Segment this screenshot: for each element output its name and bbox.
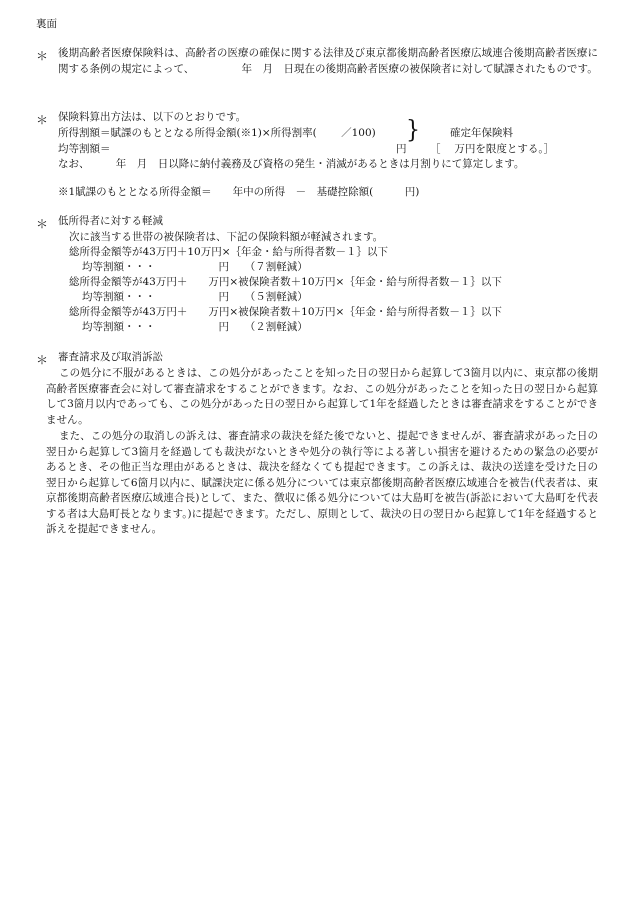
appeal-title: 審査請求及び取消訴訟 bbox=[58, 351, 163, 363]
per-capita-formula: 均等割額＝ bbox=[58, 143, 111, 155]
page-header: 裏面 bbox=[36, 18, 57, 30]
reduction-title: 低所得者に対する軽減 bbox=[58, 215, 163, 227]
yen-unit: 円 bbox=[396, 143, 407, 155]
reduction-amount-70: 均等割額・・・ 円 （７割軽減） bbox=[82, 261, 308, 273]
income-definition-note: ※1賦課のもととなる所得金額＝ 年中の所得 － 基礎控除額( 円) bbox=[58, 186, 420, 198]
annual-premium-label: 確定年保険料 bbox=[450, 127, 513, 139]
reduction-amount-20: 均等割額・・・ 円 （２割軽減） bbox=[82, 321, 308, 333]
reduction-intro: 次に該当する世帯の被保険者は、下記の保険料額が軽減されます。 bbox=[69, 231, 384, 243]
limit-note: ［ 万円を限度とする。］ bbox=[430, 143, 555, 155]
bullet-star: ＊ bbox=[36, 353, 49, 367]
calculation-title: 保険料算出方法は、以下のとおりです。 bbox=[58, 111, 247, 123]
reduction-amount-50: 均等割額・・・ 円 （５割軽減） bbox=[82, 291, 308, 303]
proration-note: なお、 年 月 日以降に納付義務及び資格の発生・消滅があるときは月割りにて算定します。 bbox=[58, 158, 525, 170]
premium-basis-paragraph: 後期高齢者医療保険料は、高齢者の医療の確保に関する法律及び東京都後期高齢者医療広域連合後期高齢者医療に関する条例の規定によって、 年 月 日現在の後期高齢者医療の被保険者に対して賦課されたものです。 bbox=[58, 47, 598, 75]
reduction-condition-20: 総所得金額等が43万円＋ 万円×被保険者数＋10万円×｛年金・給与所得者数－１｝以下 bbox=[69, 306, 502, 318]
reduction-condition-50: 総所得金額等が43万円＋ 万円×被保険者数＋10万円×｛年金・給与所得者数－１｝以下 bbox=[69, 276, 502, 288]
brace-icon: } bbox=[406, 116, 420, 145]
bullet-star: ＊ bbox=[36, 217, 49, 231]
reduction-condition-70: 総所得金額等が43万円＋10万円×｛年金・給与所得者数－１｝以下 bbox=[69, 246, 389, 258]
appeal-paragraph-1: この処分に不服があるときは、この処分があったことを知った日の翌日から起算して3箇月以内に、東京都の後期高齢者医療審査会に対して審査請求をすることができます。なお、この処分があったことを知った日の翌日から起算して3箇月以内であっても、この処分があった日の翌日から起算して1年を経過したときは審査請求をすることができません。 bbox=[46, 367, 598, 426]
bullet-star: ＊ bbox=[36, 113, 49, 127]
appeal-paragraph-2: また、この処分の取消しの訴えは、審査請求の裁決を経た後でないと、提起できませんが、審査請求があった日の翌日から起算して3箇月を経過しても裁決がないときや処分の執行等による著しい損害を避けるための緊急の必要があるとき、その他正当な理由があるときは、裁決を経なくても提起できます。この訴えは、裁決の送達を受けた日の翌日から起算して6箇月以内に、賦課決定に係る処分については東京都後期高齢者医療広域連合を被告(代表者は、東京都後期高齢者医療広域連合長)として、また、徴収に係る処分については大島町を被告(訴訟において大島町を代表する者は大島町長となります。)に提起できます。ただし、原則として、裁決の日の翌日から起算して1年を経過すると訴えを提起できません。 bbox=[46, 430, 598, 535]
bullet-star: ＊ bbox=[36, 49, 49, 63]
income-based-formula: 所得割額＝賦課のもととなる所得金額(※1)×所得割率( ／100) bbox=[58, 127, 376, 139]
